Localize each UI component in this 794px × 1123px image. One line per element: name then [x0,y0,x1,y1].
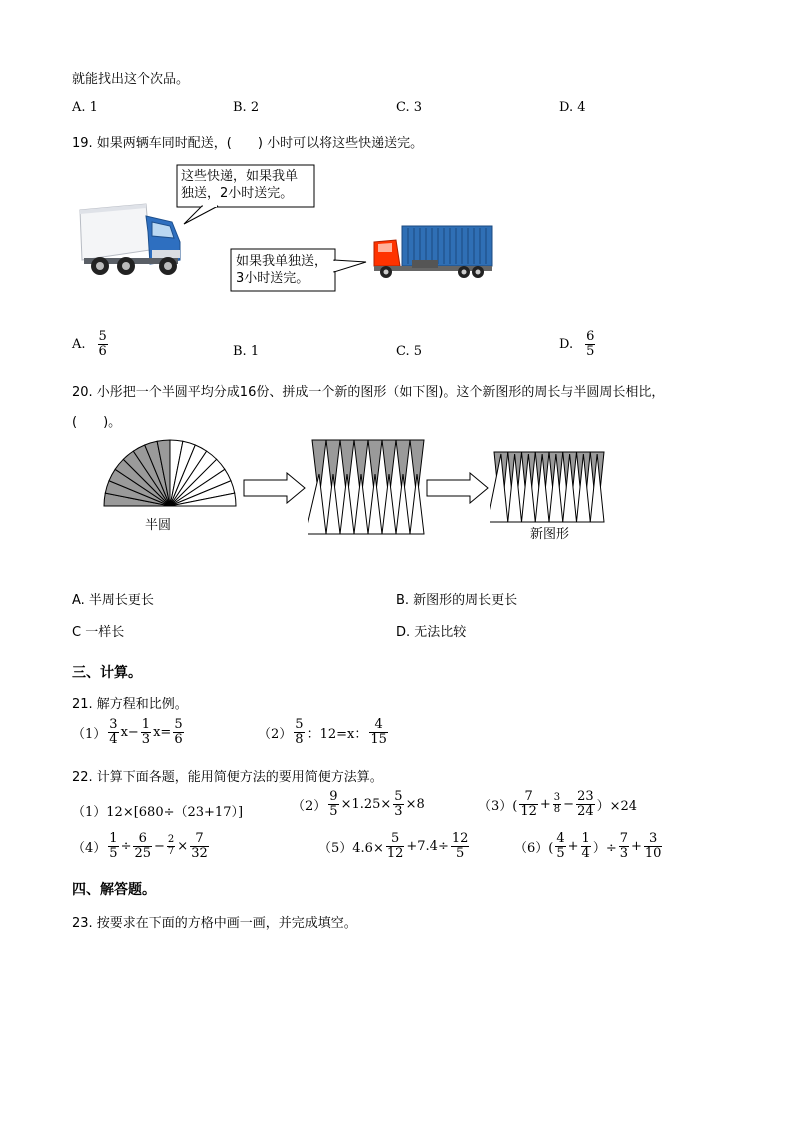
operator: ：12=x： [306,726,368,742]
operator: ×1.25× [340,796,392,812]
new-figure [490,450,608,524]
operator: x− [120,724,139,740]
q20-stem: 20. 小彤把一个半圆平均分成16份、拼成一个新的图形（如下图)。这个新图形的周长与半圆周长相比， [72,385,665,400]
fraction [141,718,151,746]
numerator: 12 [451,831,469,846]
denominator: 8 [553,803,561,815]
figure-sector-white [382,474,396,534]
denominator: 5 [556,845,565,861]
numerator: 4 [369,718,388,733]
denominator: 5 [109,845,118,861]
bubble-1-line-1: 这些快递，如果我单 [181,169,299,184]
denominator: 3 [619,845,628,861]
denominator: 25 [134,845,152,861]
denominator: 7 [167,845,175,857]
bubble-2-line-1: 如果我单独送， [236,254,328,269]
figure-sector-white [410,474,424,534]
numerator: 6 [586,329,595,344]
denominator: 8 [295,731,304,747]
operator: ×8 [405,796,425,812]
q22-problem-2 [292,790,425,818]
q20-option-a: A. 半周长更长 [72,593,154,608]
numerator: 7 [190,832,209,847]
numerator: 5 [295,717,304,732]
numerator: 3 [553,792,561,804]
denominator: 32 [191,845,208,861]
q19-option-a-label: A. [72,336,86,352]
q22-problem-5 [318,832,471,860]
fraction [553,793,561,815]
fraction [555,832,565,860]
fraction [585,330,595,358]
numerator: 1 [581,831,590,846]
figure-sector-white [308,474,326,534]
label-semicircle: 半圆 [145,518,172,533]
fraction [386,832,405,860]
operator: − [154,838,165,854]
fraction [294,718,304,746]
fraction [173,718,183,746]
problem-label: （5）4.6× [318,840,384,856]
numerator: 5 [386,832,405,847]
bubble-1-line-2: 独送，2小时送完。 [181,186,294,201]
fraction [451,832,470,860]
q18-option-d: D. 4 [559,100,586,115]
label-new-figure: 新图形 [530,527,570,542]
q19-option-a [72,330,110,358]
problem-label: （6）( [514,840,554,856]
numerator: 7 [519,790,538,805]
numerator: 5 [174,717,183,732]
operator: x= [153,724,172,740]
fraction [581,832,591,860]
denominator: 4 [581,845,590,861]
numerator: 9 [329,789,338,804]
figure-sector-white [340,474,354,534]
denominator: 24 [577,803,594,819]
figure-sector-white [326,474,340,534]
numerator: 2 [167,834,175,846]
operator: + [631,838,642,854]
problem-label: （2） [258,726,293,742]
q18-option-a: A. 1 [72,100,98,115]
denominator: 4 [109,731,118,747]
denominator: 6 [174,731,183,747]
fraction [167,835,175,857]
arrow-right-icon [426,472,490,504]
operator: ÷ [120,838,132,854]
q20-stem-2: ( )。 [72,415,122,430]
numerator: 4 [556,831,565,846]
q22-problem-4 [72,832,211,860]
denominator: 6 [98,343,107,359]
q19-option-d-label: D. [559,336,574,352]
q20-option-c: C 一样长 [72,625,125,640]
figure-sector-white [396,474,410,534]
numerator: 23 [577,789,594,804]
operator: − [563,796,575,812]
q22-stem: 22. 计算下面各题，能用简便方法的要用简便方法算。 [72,770,383,785]
q23-stem: 23. 按要求在下面的方格中画一画，并完成填空。 [72,916,357,931]
speech-bubble-1 [181,168,298,202]
section-3-title: 三、计算。 [72,665,142,681]
fraction [519,790,538,818]
white-truck-image [76,202,186,278]
operator: + [567,838,579,854]
q19-stem: 19. 如果两辆车同时配送，( ) 小时可以将这些快递送完。 [72,136,424,151]
q20-option-d: D. 无法比较 [396,625,467,640]
numerator: 6 [133,832,152,847]
q18-option-c: C. 3 [396,100,423,115]
q22-problem-6 [514,832,664,860]
q18-option-b: B. 2 [233,100,260,115]
numerator: 1 [109,831,118,846]
fraction [369,718,388,746]
numerator: 3 [109,717,118,732]
denominator: 15 [370,731,387,747]
fraction [190,832,209,860]
q20-option-b: B. 新图形的周长更长 [396,593,518,608]
section-4-title: 四、解答题。 [72,882,156,898]
numerator: 1 [141,717,151,732]
q21-stem: 21. 解方程和比例。 [72,697,188,712]
bubble-2-line-2: 3小时送完。 [236,271,310,286]
denominator: 3 [141,731,151,747]
speech-bubble-2 [236,253,327,287]
arrow-right-icon [243,472,307,504]
operator: + [539,796,551,812]
q21-equation-1 [72,718,186,746]
q19-option-c: C. 5 [396,344,423,359]
numerator: 7 [619,831,628,846]
denominator: 10 [644,845,662,861]
problem-label: （2） [292,798,327,814]
q22-problem-1: （1）12×[680÷（23+17）] [72,805,244,820]
fraction [108,832,118,860]
problem-label: （4） [72,840,107,856]
fraction [98,330,108,358]
denominator: 5 [329,803,338,819]
q19-option-d [559,330,597,358]
semicircle-figure [100,438,240,510]
problem-label: （3）( [478,798,518,814]
fraction [133,832,152,860]
denominator: 3 [394,803,403,819]
q18-tail: 就能找出这个次品。 [72,72,190,87]
numerator: 5 [98,329,107,344]
problem-label: （1） [72,726,107,742]
q22-problem-3 [478,790,637,818]
fraction [328,790,338,818]
figure-sector-white [368,474,382,534]
operator: +7.4÷ [406,838,449,854]
fraction [393,790,403,818]
operator: × [177,838,189,854]
numerator: 3 [644,832,663,847]
denominator: 12 [386,845,404,861]
fraction [576,790,595,818]
figure-sector-white [354,474,368,534]
operator: ）×24 [596,798,638,814]
denominator: 12 [520,803,537,819]
q19-option-b: B. 1 [233,344,260,359]
denominator: 5 [586,343,595,359]
denominator: 5 [455,845,465,861]
rearranged-figure [308,438,428,536]
fraction [108,718,118,746]
container-truck-image [372,224,494,280]
operator: ）÷ [592,840,617,856]
numerator: 5 [394,789,403,804]
fraction [619,832,629,860]
q21-equation-2 [258,718,390,746]
fraction [644,832,663,860]
